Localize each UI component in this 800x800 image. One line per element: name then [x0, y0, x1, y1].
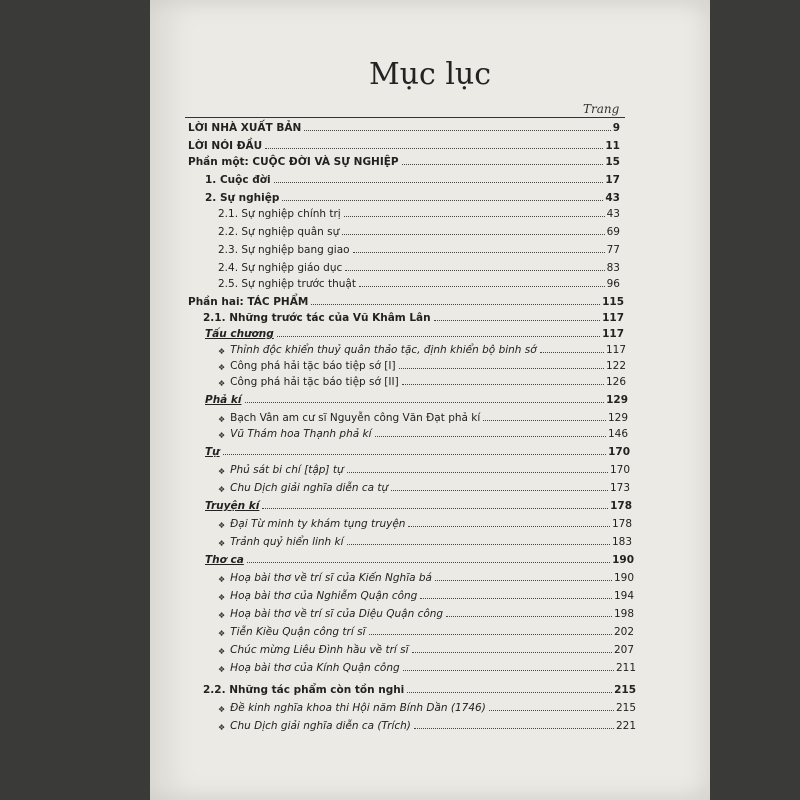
- dot-leader: [402, 164, 604, 165]
- toc-entry-title: Công phá hải tặc báo tiệp sớ [I]: [230, 360, 396, 372]
- dot-leader: [223, 454, 606, 455]
- dot-leader: [245, 402, 605, 403]
- toc-entry-page: 69: [606, 226, 620, 238]
- toc-entry-title: Hoạ bài thơ của Kính Quận công: [230, 662, 400, 674]
- bullet-icon: ❖: [218, 347, 226, 356]
- dot-leader: [345, 270, 604, 271]
- toc-entry-page: 115: [602, 296, 624, 308]
- toc-entry: [218, 716, 636, 732]
- dot-leader: [359, 286, 605, 287]
- toc-entry-page: 207: [613, 644, 634, 656]
- toc-entry-title: 2.1. Những trước tác của Vũ Khâm Lân: [203, 312, 431, 324]
- bullet-icon: ❖: [218, 539, 226, 548]
- toc-entry-title: 1. Cuộc đời: [205, 174, 271, 186]
- toc-entry-page: 190: [612, 554, 634, 566]
- toc-entry: [218, 240, 620, 256]
- toc-entry-title: Chúc mừng Liêu Đình hầu về trí sĩ: [230, 644, 409, 656]
- toc-entry: [205, 442, 630, 458]
- toc-entry-title: 2.3. Sự nghiệp bang giao: [218, 244, 350, 256]
- dot-leader: [434, 320, 600, 321]
- toc-entry: [218, 356, 626, 372]
- dot-leader: [412, 652, 612, 653]
- toc-entry: [203, 308, 624, 324]
- bullet-icon: ❖: [218, 575, 226, 584]
- dot-leader: [262, 508, 608, 509]
- toc-entry-title: Hoạ bài thơ về trí sĩ của Kiến Nghĩa bá: [230, 572, 432, 584]
- toc-entry-page: 83: [606, 262, 620, 274]
- bullet-icon: ❖: [218, 467, 226, 476]
- toc-entry-page: 215: [615, 702, 636, 714]
- toc-entry-title: Trảnh quỷ hiển linh kí: [230, 536, 344, 548]
- toc-entry-page: 126: [605, 376, 626, 388]
- dot-leader: [369, 634, 612, 635]
- toc-entry-title: Hoạ bài thơ của Nghiễm Quận công: [230, 590, 418, 602]
- toc-entry: [188, 118, 620, 134]
- dot-leader: [282, 200, 603, 201]
- toc-entry-page: 129: [606, 394, 628, 406]
- bullet-icon: ❖: [218, 415, 226, 424]
- dot-leader: [265, 148, 603, 149]
- toc-entry: [205, 550, 634, 566]
- toc-entry-title: Công phá hải tặc báo tiệp sớ [II]: [230, 376, 399, 388]
- dot-leader: [344, 216, 605, 217]
- dot-leader: [407, 692, 612, 693]
- toc-entry-title: 2.5. Sự nghiệp trước thuật: [218, 278, 356, 290]
- dot-leader: [403, 670, 614, 671]
- toc-entry-title: LỜI NÓI ĐẦU: [188, 140, 263, 152]
- toc-entry: [218, 424, 628, 440]
- toc-entry: [218, 222, 620, 238]
- dot-leader: [247, 562, 610, 563]
- toc-entry: [218, 372, 626, 388]
- page-title: Mục lục: [368, 57, 492, 92]
- toc-entry: [218, 532, 632, 548]
- toc-entry-title: Chu Dịch giải nghĩa diễn ca tự: [230, 482, 389, 494]
- bullet-icon: ❖: [218, 723, 226, 732]
- toc-entry-title: Tiễn Kiều Quận công trí sĩ: [230, 626, 366, 638]
- dot-leader: [402, 384, 604, 385]
- bullet-icon: ❖: [218, 363, 226, 372]
- dot-leader: [408, 526, 610, 527]
- toc-entry-page: 117: [605, 344, 626, 356]
- toc-entry-page: 183: [611, 536, 632, 548]
- bullet-icon: ❖: [218, 431, 226, 440]
- toc-entry-page: 96: [606, 278, 620, 290]
- page-column-label: Trang: [583, 102, 620, 116]
- toc-entry-title: Phần hai: TÁC PHẨM: [188, 296, 309, 308]
- dot-leader: [435, 580, 612, 581]
- toc-entry-page: 117: [602, 328, 624, 340]
- toc-entry-title: Thỉnh độc khiển thuỷ quân thảo tặc, định khiển bộ binh sớ: [230, 344, 537, 356]
- toc-entry: [218, 478, 630, 494]
- toc-entry: [205, 170, 620, 186]
- toc-entry: [188, 136, 620, 152]
- toc-entry: [218, 622, 634, 638]
- dot-leader: [277, 336, 600, 337]
- dot-leader: [347, 472, 608, 473]
- toc-entry-page: 129: [607, 412, 628, 424]
- toc-entry: [188, 292, 624, 308]
- dot-leader: [414, 728, 614, 729]
- dot-leader: [274, 182, 604, 183]
- toc-entry: [218, 604, 634, 620]
- toc-entry-title: Bạch Vân am cư sĩ Nguyễn công Văn Đạt phả kí: [230, 412, 481, 424]
- toc-entry-page: 178: [611, 518, 632, 530]
- toc-entry-title: Thơ ca: [205, 554, 244, 566]
- toc-entry: [203, 680, 636, 696]
- toc-entry: [218, 274, 620, 290]
- dot-leader: [540, 352, 604, 353]
- toc-entry-page: 170: [609, 464, 630, 476]
- toc-entry-title: Hoạ bài thơ về trí sĩ của Diệu Quận công: [230, 608, 444, 620]
- toc-entry: [218, 408, 628, 424]
- toc-entry-title: 2.4. Sự nghiệp giáo dục: [218, 262, 343, 274]
- toc-entry: [218, 640, 634, 656]
- toc-entry-page: 15: [605, 156, 620, 168]
- dot-leader: [353, 252, 605, 253]
- toc-entry: [205, 324, 624, 340]
- toc-entry-title: Phủ sát bi chí [tập] tự: [230, 464, 344, 476]
- toc-entry: [218, 258, 620, 274]
- toc-entry-page: 221: [615, 720, 636, 732]
- toc-entry: [218, 204, 620, 220]
- toc-entry-page: 77: [606, 244, 620, 256]
- bullet-icon: ❖: [218, 705, 226, 714]
- toc-entry: [205, 390, 628, 406]
- bullet-icon: ❖: [218, 593, 226, 602]
- dot-leader: [446, 616, 612, 617]
- toc-entry-page: 122: [605, 360, 626, 372]
- toc-entry-title: LỜI NHÀ XUẤT BẢN: [188, 122, 302, 134]
- toc-entry-page: 11: [605, 140, 620, 152]
- toc-entry-page: 178: [610, 500, 632, 512]
- toc-entry: [218, 658, 636, 674]
- toc-entry-title: Phần một: CUỘC ĐỜI VÀ SỰ NGHIỆP: [188, 156, 399, 168]
- bullet-icon: ❖: [218, 485, 226, 494]
- bullet-icon: ❖: [218, 665, 226, 674]
- toc-entry-title: Đại Từ minh ty khám tụng truyện: [230, 518, 406, 530]
- toc-entry-page: 194: [613, 590, 634, 602]
- toc-entry-page: 211: [615, 662, 636, 674]
- toc-entry-title: 2.2. Những tác phẩm còn tồn nghi: [203, 684, 405, 696]
- dot-leader: [483, 420, 606, 421]
- toc-entry: [205, 188, 620, 204]
- toc-entry: [218, 460, 630, 476]
- bullet-icon: ❖: [218, 611, 226, 620]
- dot-leader: [304, 130, 610, 131]
- toc-entry-page: 198: [613, 608, 634, 620]
- toc-entry-page: 117: [602, 312, 624, 324]
- toc-entry-title: Tự: [205, 446, 220, 458]
- toc-entry-title: Chu Dịch giải nghĩa diễn ca (Trích): [230, 720, 411, 732]
- toc-entry-title: Phả kí: [205, 394, 242, 406]
- dot-leader: [342, 234, 604, 235]
- toc-entry-page: 17: [605, 174, 620, 186]
- toc-entry-page: 173: [609, 482, 630, 494]
- bullet-icon: ❖: [218, 521, 226, 530]
- toc-entry-title: Truyện kí: [205, 500, 260, 512]
- toc-entry-page: 215: [614, 684, 636, 696]
- toc-entry-page: 190: [613, 572, 634, 584]
- toc-entry-title: Tấu chương: [205, 328, 274, 340]
- toc-entry-page: 146: [607, 428, 628, 440]
- toc-entry: [218, 568, 634, 584]
- dot-leader: [311, 304, 600, 305]
- bullet-icon: ❖: [218, 647, 226, 656]
- dot-leader: [375, 436, 606, 437]
- toc-entry-page: 202: [613, 626, 634, 638]
- bullet-icon: ❖: [218, 629, 226, 638]
- toc-entry-page: 9: [612, 122, 620, 134]
- toc-entry-title: Vũ Thám hoa Thạnh phả kí: [230, 428, 372, 440]
- toc-entry-title: Đề kinh nghĩa khoa thi Hội năm Bính Dần (1746): [230, 702, 486, 714]
- dot-leader: [347, 544, 610, 545]
- toc-entry: [218, 698, 636, 714]
- toc-entry: [188, 152, 620, 168]
- toc-entry: [218, 586, 634, 602]
- dot-leader: [399, 368, 604, 369]
- toc-entry-page: 43: [606, 208, 620, 220]
- dot-leader: [420, 598, 612, 599]
- bullet-icon: ❖: [218, 379, 226, 388]
- dot-leader: [489, 710, 614, 711]
- toc-entry-title: 2.2. Sự nghiệp quân sự: [218, 226, 340, 238]
- toc-entry: [218, 340, 626, 356]
- toc-entry-title: 2. Sự nghiệp: [205, 192, 280, 204]
- toc-entry-page: 43: [605, 192, 620, 204]
- toc-entry: [205, 496, 632, 512]
- toc-entry: [218, 514, 632, 530]
- dot-leader: [391, 490, 608, 491]
- toc-entry-page: 170: [608, 446, 630, 458]
- toc-entry-title: 2.1. Sự nghiệp chính trị: [218, 208, 341, 220]
